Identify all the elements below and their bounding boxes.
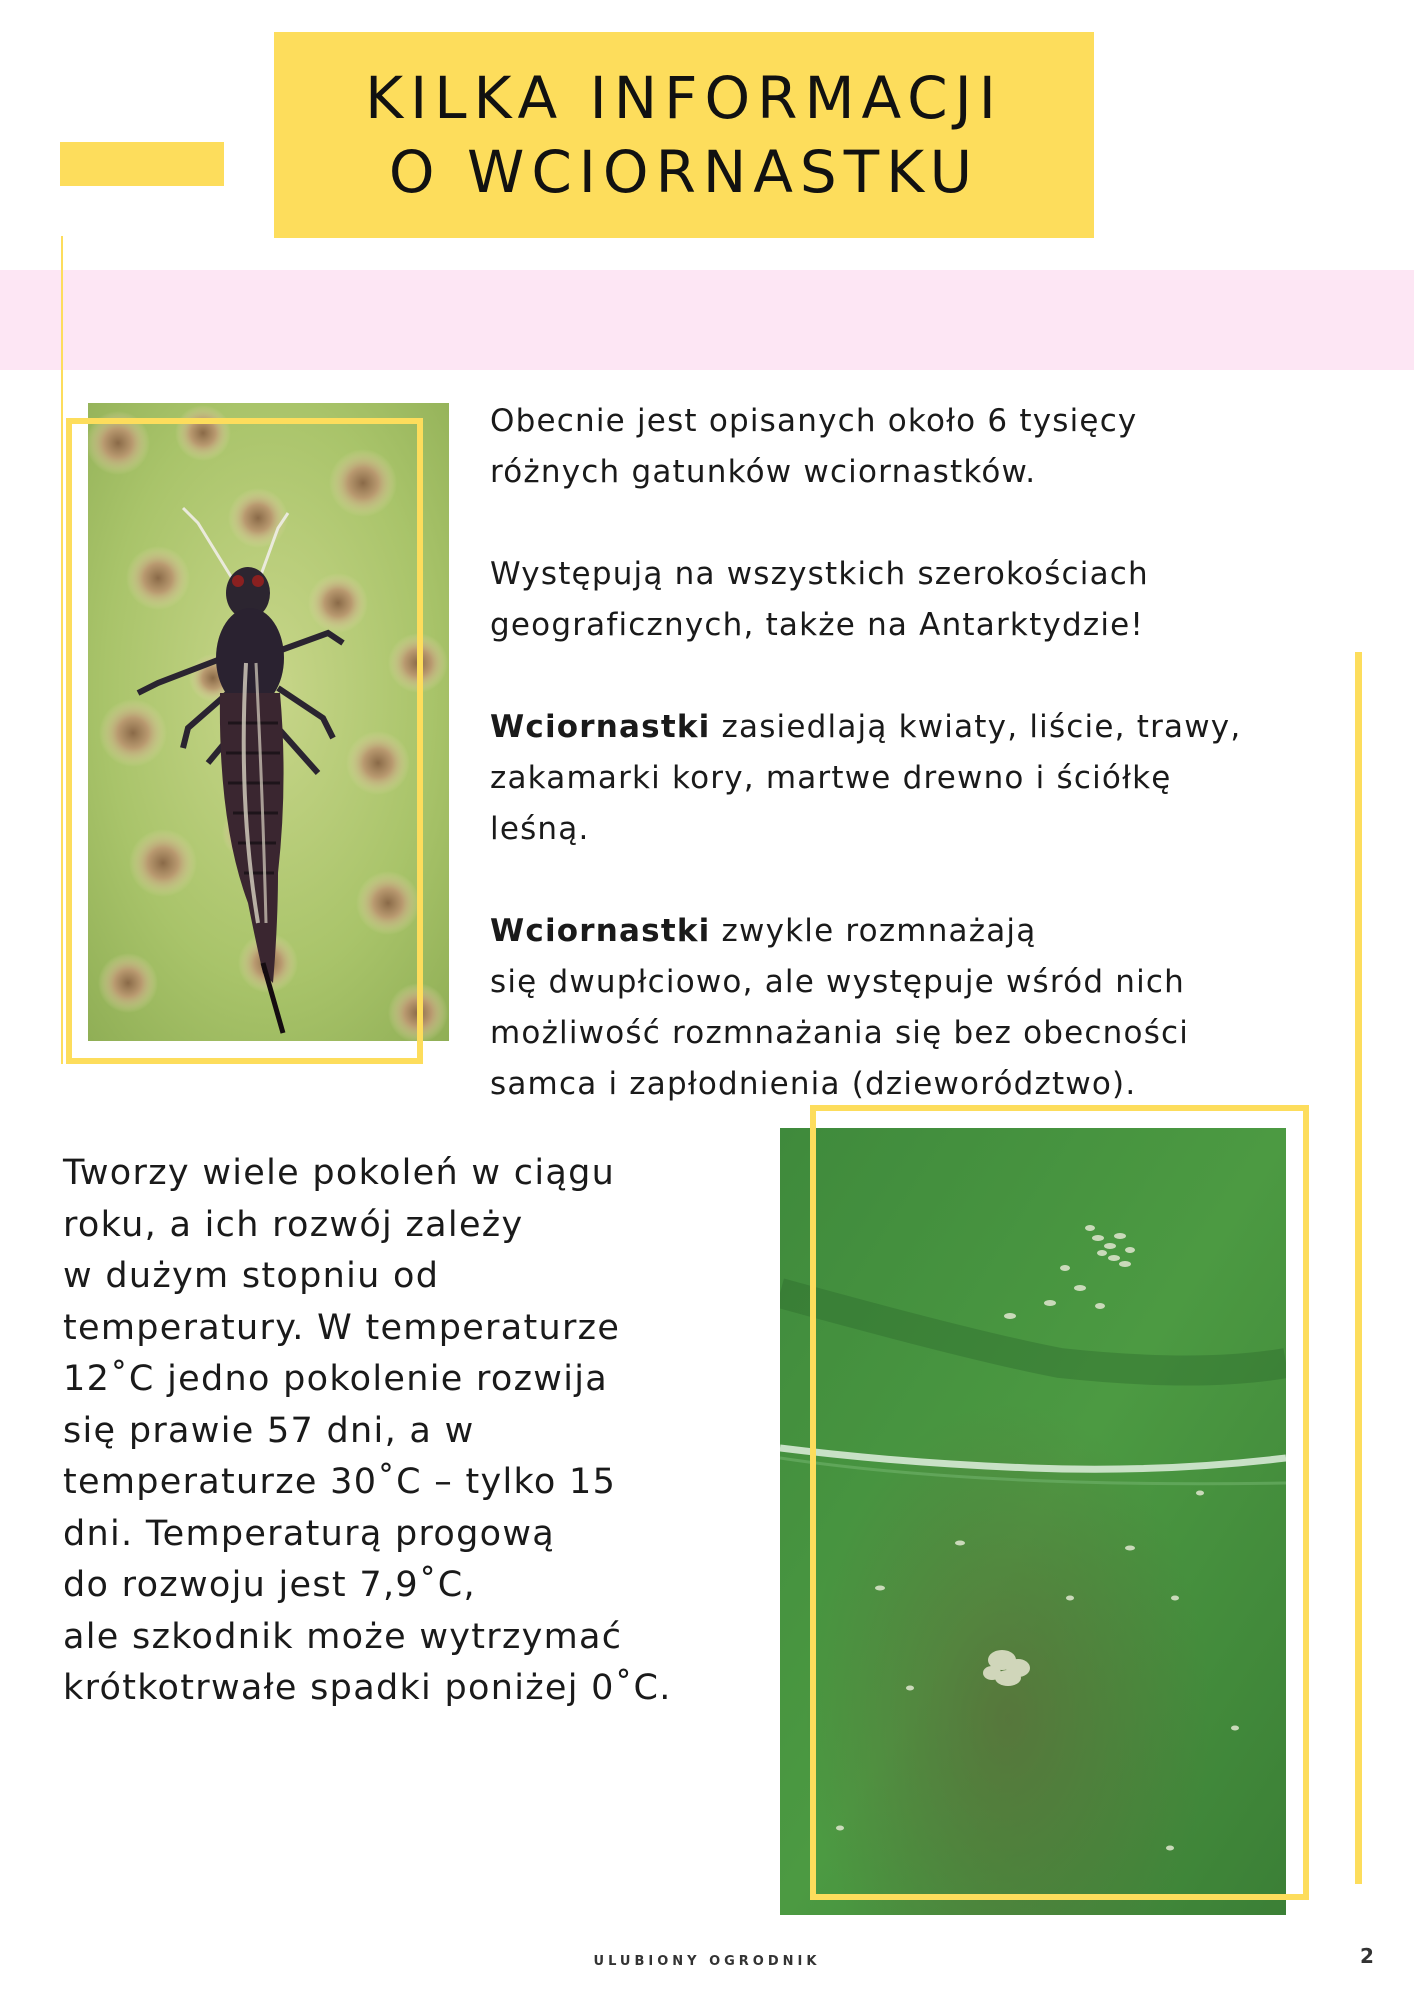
page-title-line-2: O WCIORNASTKU bbox=[388, 138, 980, 206]
p4-line-1: zwykle rozmnażają bbox=[710, 913, 1037, 949]
p4-line-2: się dwupłciowo, ale występuje wśród nich bbox=[490, 964, 1186, 1000]
photo-frame-1 bbox=[66, 418, 423, 1064]
paragraph-generations bbox=[63, 1148, 763, 1715]
footer-brand: ULUBIONY OGRODNIK bbox=[593, 1954, 821, 1969]
p4-line-3: możliwość rozmnażania się bez obecności bbox=[490, 1015, 1190, 1051]
left-line: roku, a ich rozwój zależy bbox=[63, 1204, 524, 1245]
left-line: dni. Temperaturą progową bbox=[63, 1513, 556, 1554]
p4-bold-word: Wciornastki bbox=[490, 913, 711, 949]
page-title-line-1: KILKA INFORMACJI bbox=[365, 64, 1003, 132]
p3-line-1: zasiedlają kwiaty, liście, trawy, bbox=[710, 709, 1242, 745]
page-number: 2 bbox=[1360, 1944, 1374, 1968]
photo-frame-2 bbox=[810, 1105, 1309, 1900]
p3-line-3: leśną. bbox=[490, 811, 590, 847]
pink-band bbox=[0, 270, 1414, 370]
accent-bar bbox=[60, 142, 224, 186]
p1-line-2: różnych gatunków wciornastków. bbox=[490, 454, 1037, 490]
p3-line-2: zakamarki kory, martwe drewno i ściółkę bbox=[490, 760, 1172, 796]
left-line: do rozwoju jest 7,9˚C, bbox=[63, 1565, 476, 1605]
paragraph-habitat bbox=[490, 702, 1360, 855]
left-line: ale szkodnik może wytrzymać bbox=[63, 1616, 623, 1657]
left-line: temperaturze 30˚C – tylko 15 bbox=[63, 1462, 617, 1502]
p3-bold-word: Wciornastki bbox=[490, 709, 711, 745]
paragraph-species-count bbox=[490, 396, 1360, 498]
title-box bbox=[274, 32, 1094, 238]
p1-line-1: Obecnie jest opisanych około 6 tysięcy bbox=[490, 403, 1138, 439]
left-line: się prawie 57 dni, a w bbox=[63, 1410, 475, 1451]
left-line: krótkotrwałe spadki poniżej 0˚C. bbox=[63, 1668, 672, 1708]
right-text-column bbox=[490, 396, 1360, 1110]
p4-line-4: samca i zapłodnienia (dzieworództwo). bbox=[490, 1066, 1137, 1102]
left-line: 12˚C jedno pokolenie rozwija bbox=[63, 1359, 609, 1399]
p2-line-1: Występują na wszystkich szerokościach bbox=[490, 556, 1149, 592]
left-line: w dużym stopniu od bbox=[63, 1256, 440, 1296]
paragraph-reproduction bbox=[490, 906, 1360, 1110]
left-line: temperatury. W temperaturze bbox=[63, 1307, 621, 1348]
left-vertical-line bbox=[61, 236, 63, 1064]
paragraph-distribution bbox=[490, 549, 1360, 651]
left-text-block bbox=[63, 1148, 763, 1715]
left-line: Tworzy wiele pokoleń w ciągu bbox=[63, 1153, 616, 1193]
p2-line-2: geograficznych, także na Antarktydzie! bbox=[490, 607, 1145, 643]
